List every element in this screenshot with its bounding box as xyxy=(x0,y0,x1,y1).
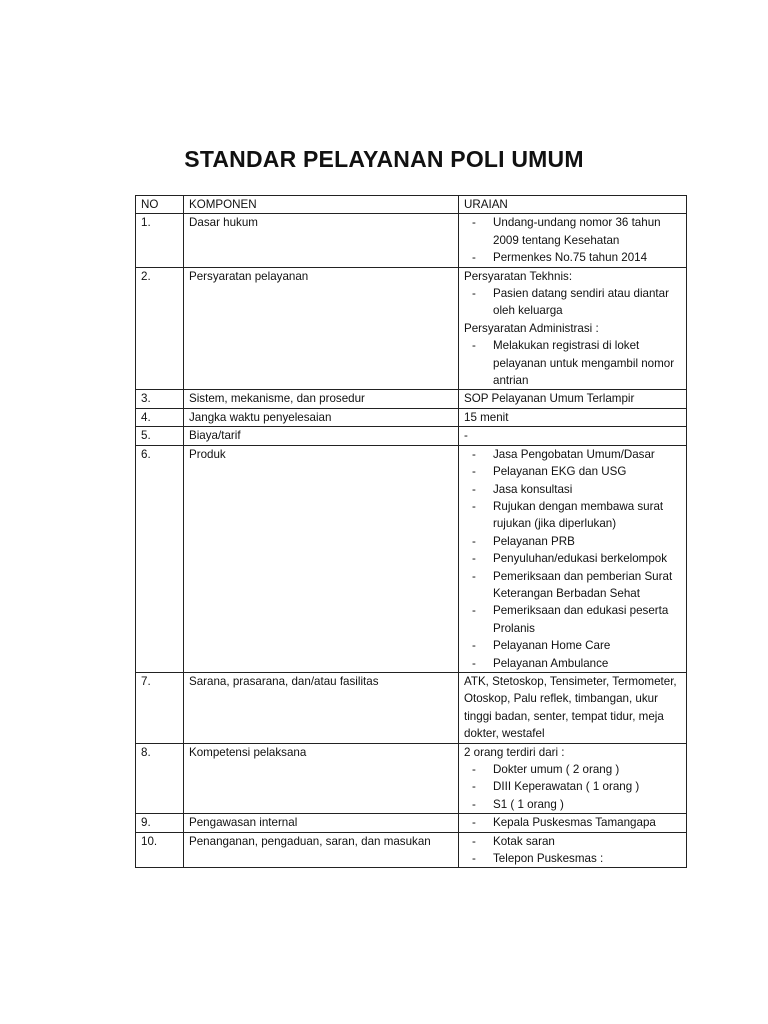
row-component: Pengawasan internal xyxy=(184,814,459,832)
sub-heading: 2 orang terdiri dari : xyxy=(464,745,565,759)
row-component: Produk xyxy=(184,445,459,672)
row-component: Sarana, prasarana, dan/atau fasilitas xyxy=(184,672,459,743)
page-title: STANDAR PELAYANAN POLI UMUM xyxy=(184,146,584,172)
row-description xyxy=(459,267,687,390)
list-item: - S1 ( 1 orang ) xyxy=(464,796,681,813)
table-row xyxy=(136,743,687,814)
row-description xyxy=(459,832,687,868)
table-row xyxy=(136,427,687,445)
row-description: ATK, Stetoskop, Tensimeter, Termometer, Otoskop, Palu reflek, timbangan, ukur tinggi badan, senter, tempat tidur, meja dokter, westafel xyxy=(459,672,687,743)
table-row xyxy=(136,267,687,390)
list-item: - Pelayanan EKG dan USG xyxy=(464,463,681,480)
table-row xyxy=(136,672,687,743)
row-description xyxy=(459,743,687,814)
header-komponen: KOMPONEN xyxy=(184,196,459,214)
list-item: - Jasa Pengobatan Umum/Dasar xyxy=(464,446,681,463)
table-header-row xyxy=(136,196,687,214)
list-item: - Dokter umum ( 2 orang ) xyxy=(464,761,681,778)
list-item: - Undang-undang nomor 36 tahun 2009 tentang Kesehatan xyxy=(464,214,681,249)
row-component: Penanganan, pengaduan, saran, dan masukan xyxy=(184,832,459,868)
sub-heading: Persyaratan Administrasi : xyxy=(464,321,599,335)
header-no: NO xyxy=(136,196,184,214)
table-row xyxy=(136,832,687,868)
row-component: Biaya/tarif xyxy=(184,427,459,445)
row-description xyxy=(459,445,687,672)
row-number: 10. xyxy=(136,832,184,868)
row-number: 1. xyxy=(136,214,184,267)
row-number: 3. xyxy=(136,390,184,408)
list-item: - DIII Keperawatan ( 1 orang ) xyxy=(464,778,681,795)
row-number: 2. xyxy=(136,267,184,390)
row-description: - xyxy=(459,427,687,445)
list-item: - Kepala Puskesmas Tamangapa xyxy=(464,814,681,831)
list-item: - Telepon Puskesmas : xyxy=(464,850,681,867)
row-number: 8. xyxy=(136,743,184,814)
sub-heading: Persyaratan Tekhnis: xyxy=(464,269,573,283)
table-row xyxy=(136,214,687,267)
row-component: Jangka waktu penyelesaian xyxy=(184,408,459,426)
list-item: - Kotak saran xyxy=(464,833,681,850)
row-description xyxy=(459,214,687,267)
row-number: 5. xyxy=(136,427,184,445)
table-row xyxy=(136,445,687,672)
list-item: - Pasien datang sendiri atau diantar oleh keluarga xyxy=(464,285,681,320)
list-item: - Pelayanan PRB xyxy=(464,533,681,550)
row-number: 4. xyxy=(136,408,184,426)
list-item: - Pemeriksaan dan pemberian Surat Keterangan Berbadan Sehat xyxy=(464,568,681,603)
row-number: 6. xyxy=(136,445,184,672)
list-item: - Rujukan dengan membawa surat rujukan (jika diperlukan) xyxy=(464,498,681,533)
row-component: Persyaratan pelayanan xyxy=(184,267,459,390)
list-item: - Pelayanan Home Care xyxy=(464,637,681,654)
list-item: - Permenkes No.75 tahun 2014 xyxy=(464,249,681,266)
list-item: - Melakukan registrasi di loket pelayanan untuk mengambil nomor antrian xyxy=(464,337,681,389)
row-description xyxy=(459,814,687,832)
list-item: - Pelayanan Ambulance xyxy=(464,655,681,672)
list-item: - Jasa konsultasi xyxy=(464,481,681,498)
table-row xyxy=(136,390,687,408)
row-component: Kompetensi pelaksana xyxy=(184,743,459,814)
row-component: Sistem, mekanisme, dan prosedur xyxy=(184,390,459,408)
table-row xyxy=(136,408,687,426)
list-item: - Penyuluhan/edukasi berkelompok xyxy=(464,550,681,567)
row-description: 15 menit xyxy=(459,408,687,426)
row-description: SOP Pelayanan Umum Terlampir xyxy=(459,390,687,408)
row-component: Dasar hukum xyxy=(184,214,459,267)
list-item: - Pemeriksaan dan edukasi peserta Prolanis xyxy=(464,602,681,637)
service-standard-table xyxy=(135,195,687,868)
row-number: 9. xyxy=(136,814,184,832)
table-row xyxy=(136,814,687,832)
row-number: 7. xyxy=(136,672,184,743)
header-uraian: URAIAN xyxy=(459,196,687,214)
